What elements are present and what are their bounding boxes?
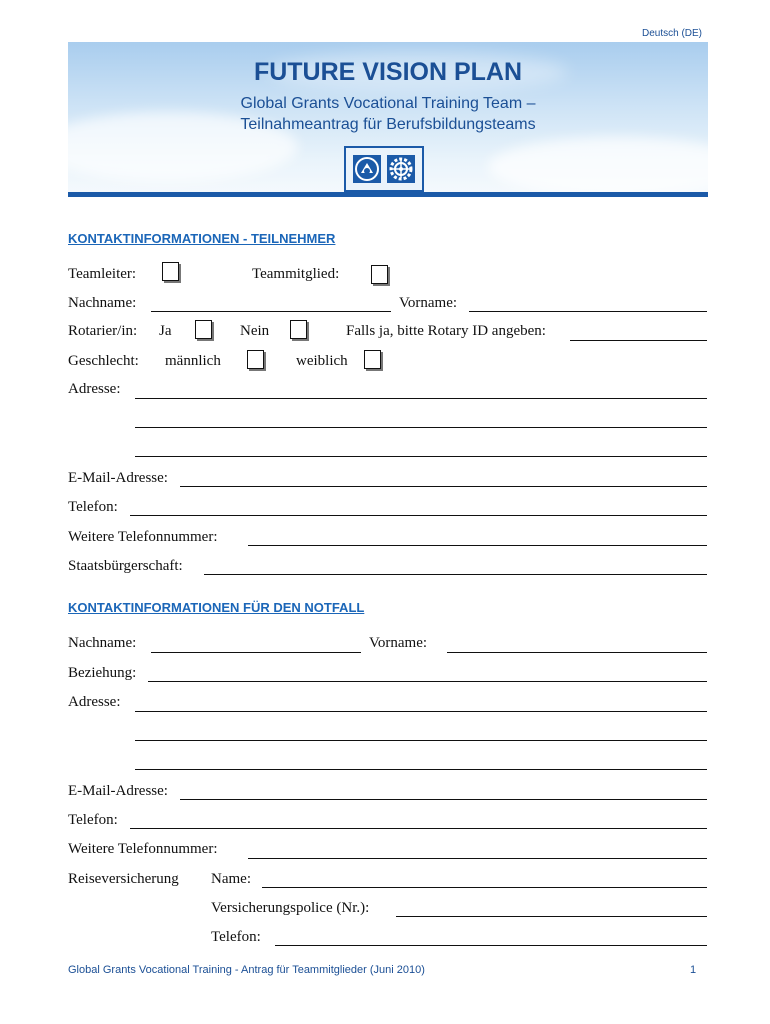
phone-field[interactable] xyxy=(130,515,707,516)
relationship-label: Beziehung: xyxy=(68,665,137,681)
insurance-policy-field[interactable] xyxy=(396,916,707,917)
page-subtitle-line2: Teilnahmeantrag für Berufsbildungsteams xyxy=(240,116,536,133)
emergency-other-phone-label: Weitere Telefonnummer: xyxy=(68,841,218,857)
rotarian-no-checkbox[interactable] xyxy=(290,320,307,339)
citizenship-field[interactable] xyxy=(204,574,707,575)
emergency-address-line2[interactable] xyxy=(135,740,707,741)
team-member-label: Teammitglied: xyxy=(252,266,340,282)
cloud-decoration xyxy=(488,137,708,197)
email-field[interactable] xyxy=(180,486,707,487)
last-name-field[interactable] xyxy=(151,311,391,312)
travel-insurance-label: Reiseversicherung xyxy=(68,871,179,887)
last-name-label: Nachname: xyxy=(68,295,137,311)
other-phone-label: Weitere Telefonnummer: xyxy=(68,529,218,545)
footer-text: Global Grants Vocational Training - Antrag für Teammitglieder (Juni 2010) xyxy=(68,964,425,976)
other-phone-field[interactable] xyxy=(248,545,707,546)
email-label: E-Mail-Adresse: xyxy=(68,470,168,486)
header-banner xyxy=(68,42,708,197)
emergency-email-label: E-Mail-Adresse: xyxy=(68,783,168,799)
emergency-other-phone-field[interactable] xyxy=(248,858,707,859)
relationship-field[interactable] xyxy=(148,681,707,682)
rotary-wheel-icon xyxy=(386,154,416,184)
gender-male-label: männlich xyxy=(165,353,221,369)
team-member-checkbox[interactable] xyxy=(371,265,388,284)
emergency-email-field[interactable] xyxy=(180,799,707,800)
page-title: FUTURE VISION PLAN xyxy=(253,58,523,86)
rotary-id-field[interactable] xyxy=(570,340,707,341)
insurance-name-field[interactable] xyxy=(262,887,707,888)
gender-label: Geschlecht: xyxy=(68,353,139,369)
address-field-line3[interactable] xyxy=(135,456,707,457)
first-name-field[interactable] xyxy=(469,311,707,312)
address-label: Adresse: xyxy=(68,381,121,397)
first-name-label: Vorname: xyxy=(399,295,458,311)
language-label: Deutsch (DE) xyxy=(641,28,702,39)
emergency-phone-label: Telefon: xyxy=(68,812,118,828)
insurance-phone-field[interactable] xyxy=(275,945,707,946)
rotary-foundation-seal-icon xyxy=(352,154,382,184)
insurance-phone-label: Telefon: xyxy=(211,929,261,945)
rotarian-yes-label: Ja xyxy=(159,323,172,339)
gender-female-checkbox[interactable] xyxy=(364,350,381,369)
address-field-line1[interactable] xyxy=(135,398,707,399)
page-number: 1 xyxy=(690,964,697,976)
participant-section-heading: KONTAKTINFORMATIONEN - TEILNEHMER xyxy=(68,231,336,246)
team-leader-label: Teamleiter: xyxy=(68,266,137,282)
team-leader-checkbox[interactable] xyxy=(162,262,179,281)
rotary-foundation-logo xyxy=(344,146,424,192)
address-field-line2[interactable] xyxy=(135,427,707,428)
page-subtitle-line1: Global Grants Vocational Training Team – xyxy=(240,95,536,112)
citizenship-label: Staatsbürgerschaft: xyxy=(68,558,183,574)
emergency-address-label: Adresse: xyxy=(68,694,121,710)
rotarian-yes-checkbox[interactable] xyxy=(195,320,212,339)
emergency-section-heading: KONTAKTINFORMATIONEN FÜR DEN NOTFALL xyxy=(68,600,365,615)
phone-label: Telefon: xyxy=(68,499,118,515)
emergency-last-name-label: Nachname: xyxy=(68,635,137,651)
emergency-last-name-field[interactable] xyxy=(151,652,361,653)
rotary-id-label: Falls ja, bitte Rotary ID angeben: xyxy=(346,323,546,339)
emergency-address-line1[interactable] xyxy=(135,711,707,712)
gender-female-label: weiblich xyxy=(296,353,348,369)
emergency-address-line3[interactable] xyxy=(135,769,707,770)
emergency-first-name-field[interactable] xyxy=(447,652,707,653)
emergency-phone-field[interactable] xyxy=(130,828,707,829)
emergency-first-name-label: Vorname: xyxy=(369,635,428,651)
insurance-name-label: Name: xyxy=(211,871,251,887)
rotarian-no-label: Nein xyxy=(240,323,270,339)
insurance-policy-label: Versicherungspolice (Nr.): xyxy=(211,900,370,916)
gender-male-checkbox[interactable] xyxy=(247,350,264,369)
rotarian-label: Rotarier/in: xyxy=(68,323,138,339)
